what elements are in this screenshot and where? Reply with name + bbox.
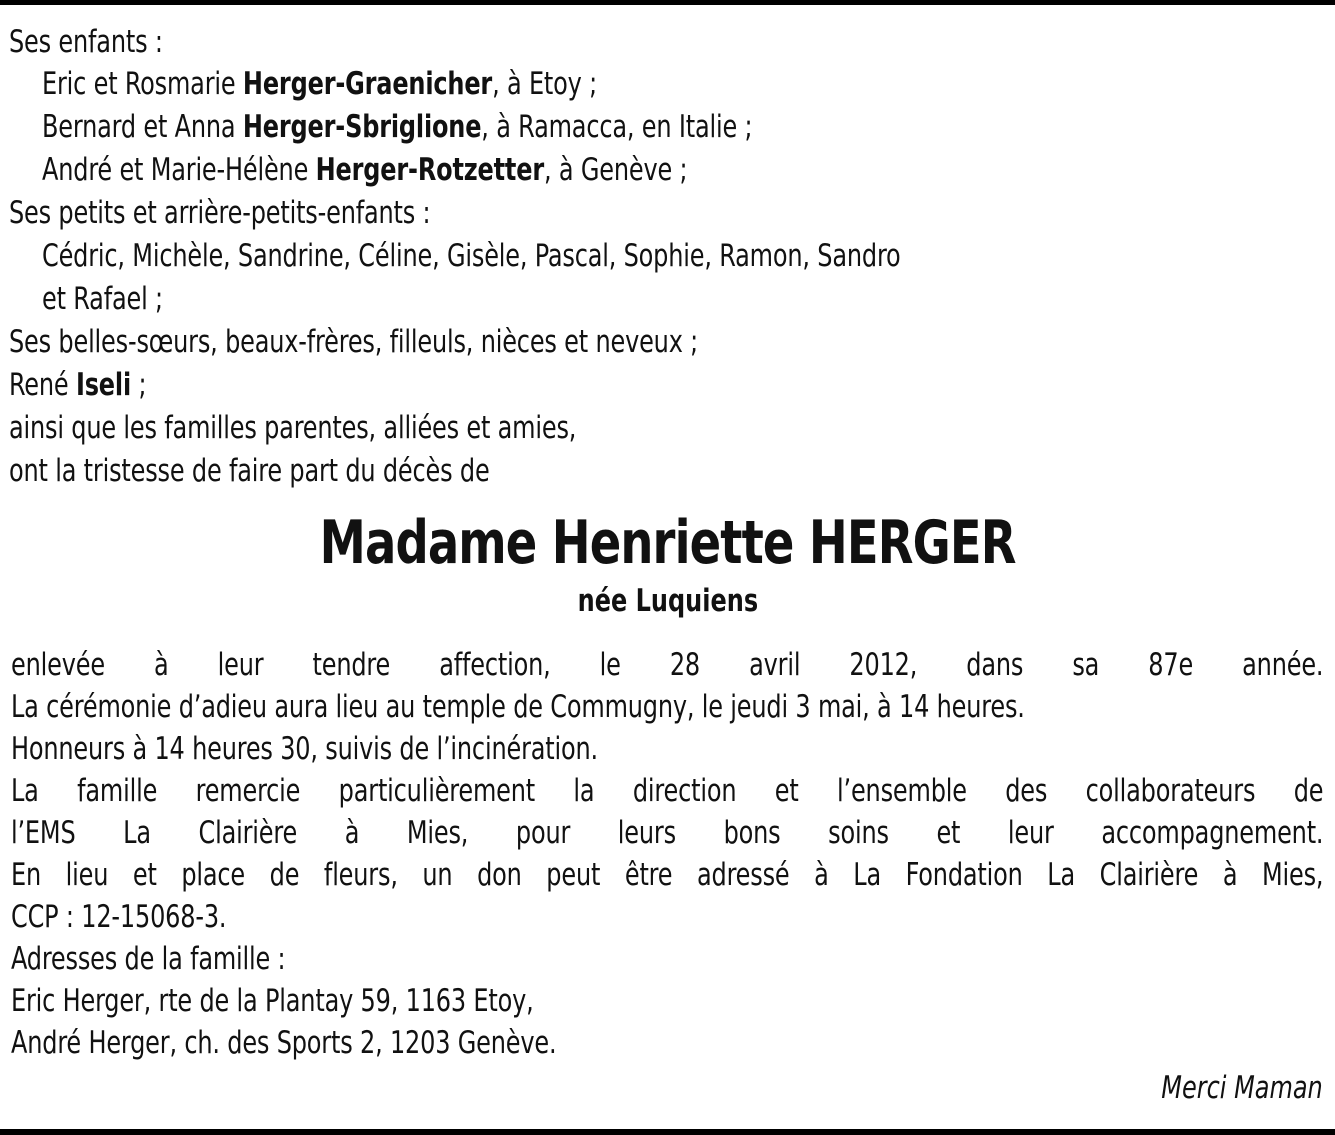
announcement-line: ont la tristesse de faire part du décès de (9, 453, 490, 489)
body-line-7: CCP : 12-15068-3. (11, 899, 227, 935)
deceased-name: Madame Henriette HERGER (319, 508, 1016, 578)
body-line-5: l’EMS La Clairière à Mies, pour leurs bons soins et leur accompagnement. (11, 815, 1324, 851)
child-line-2: Bernard et Anna Herger-Sbriglione, à Ramacca, en Italie ; (42, 109, 753, 145)
grandchildren-heading: Ses petits et arrière-petits-enfants : (9, 195, 431, 231)
body-line-6: En lieu et place de fleurs, un don peut être adressé à La Fondation La Clairière à Mies, (11, 857, 1324, 893)
body-line-8: Adresses de la famille : (11, 941, 286, 977)
child-name-2: Herger-Sbriglione (242, 109, 482, 145)
grandchildren-line-1: Cédric, Michèle, Sandrine, Céline, Gisèle, Pascal, Sophie, Ramon, Sandro (42, 238, 901, 274)
child-line-1: Eric et Rosmarie Herger-Graenicher, à Etoy ; (42, 66, 598, 102)
child-name-1: Herger-Graenicher (242, 66, 493, 102)
body-line-3: Honneurs à 14 heures 30, suivis de l’incinération. (11, 731, 598, 767)
signature: Merci Maman (1161, 1070, 1323, 1106)
maiden-name: née Luquiens (577, 583, 758, 619)
body-line-10: André Herger, ch. des Sports 2, 1203 Genève. (11, 1025, 557, 1061)
body-line-9: Eric Herger, rte de la Plantay 59, 1163 Etoy, (11, 983, 534, 1019)
children-heading: Ses enfants : (9, 24, 163, 60)
body-line-1: enlevée à leur tendre affection, le 28 avril 2012, dans sa 87e année. (11, 647, 1324, 683)
child-line-3: André et Marie-Hélène Herger-Rotzetter, à Genève ; (42, 152, 688, 188)
inlaws-line: Ses belles-sœurs, beaux-frères, filleuls, nièces et neveux ; (9, 324, 699, 360)
rene-line: René Iseli ; (9, 367, 147, 403)
families-line: ainsi que les familles parentes, alliées et amies, (9, 410, 577, 446)
body-line-2: La cérémonie d’adieu aura lieu au temple de Commugny, le jeudi 3 mai, à 14 heures. (11, 689, 1025, 725)
grandchildren-line-2: et Rafael ; (42, 281, 163, 317)
bottom-rule (0, 1129, 1335, 1135)
top-rule (0, 0, 1335, 5)
rene-name: Iseli (75, 367, 131, 403)
child-name-3: Herger-Rotzetter (315, 152, 544, 188)
body-line-4: La famille remercie particulièrement la direction et l’ensemble des collaborateurs de (11, 773, 1324, 809)
